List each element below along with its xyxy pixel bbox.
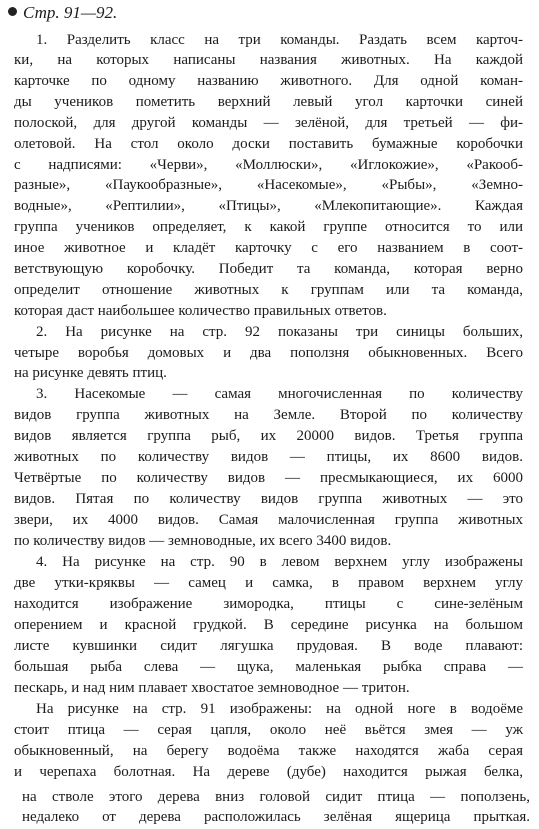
- text-line: две утки-кряквы — самец и самка, в правом верхнем углу: [14, 575, 523, 591]
- text-line: олетовой. На стол около доски поставить бумажные коробочки: [14, 136, 523, 152]
- text-line: листе кувшинки сидит лягушка прудовая. В воде плавают:: [14, 638, 523, 654]
- text-line: полоской, для другой команды — зелёной, для третьей — фи-: [14, 115, 523, 131]
- text-line: 2. На рисунке на стр. 92 показаны три синицы больших,: [36, 324, 523, 340]
- text-line: Четвёртые по количеству видов — пресмыкающиеся, их 6000: [14, 470, 523, 486]
- text-line: видов является группа рыб, их 20000 видов. Третья группа: [14, 428, 523, 444]
- text-line: стоит птица — серая цапля, около неё вьётся змея — уж: [14, 722, 523, 738]
- text-line: видов группа животных на Земле. Второй по количеству: [14, 407, 523, 423]
- text-line: 3. Насекомые — самая многочисленная по количеству: [36, 386, 523, 402]
- text-line: ветствующую коробочку. Победит та команда, которая верно: [14, 261, 523, 277]
- bullet-icon: [8, 7, 17, 16]
- text-line: которая даст наибольшее количество правильных ответов.: [14, 303, 387, 319]
- text-line: ки, на которых написаны названия животных. На каждой: [14, 52, 523, 68]
- text-line: водные», «Рептилии», «Птицы», «Млекопитающие». Каждая: [14, 198, 523, 214]
- text-line: по количеству видов — земноводные, их всего 3400 видов.: [14, 533, 392, 549]
- text-line: недалеко от дерева расположилась зелёная ящерица прыткая.: [22, 809, 530, 825]
- text-line: с надписями: «Черви», «Моллюски», «Иглокожие», «Ракооб-: [14, 157, 523, 173]
- text-line: пескарь, и над ним плавает хвостатое земноводное — тритон.: [14, 680, 410, 696]
- text-line: 1. Разделить класс на три команды. Раздать всем карточ-: [36, 32, 523, 48]
- page-header: [8, 3, 117, 23]
- text-line: четыре воробья домовых и два поползня обыкновенных. Всего: [14, 345, 523, 361]
- text-line: находится изображение зимородка, птицы с сине-зелёным: [14, 596, 523, 612]
- text-line: на стволе этого дерева вниз головой сидит птица — поползень,: [22, 789, 530, 805]
- text-line: иное животное и кладёт карточку с его названием в соот-: [14, 240, 523, 256]
- text-line: звери, их 4000 видов. Самая малочисленная группа животных: [14, 512, 523, 528]
- text-line: группа учеников определяет, к какой группе относится то или: [14, 219, 523, 235]
- text-line: карточке по одному названию животного. Для одной коман-: [14, 73, 523, 89]
- text-line: На рисунке на стр. 91 изображены: на одной ноге в водоёме: [36, 701, 523, 717]
- page-reference: Стр. 91—92.: [23, 3, 118, 22]
- text-line: большая рыба слева — щука, маленькая рыбка справа —: [14, 659, 523, 675]
- text-line: видов. Пятая по количеству видов группа животных — это: [14, 491, 523, 507]
- text-line: животных по количеству видов — птицы, их 8600 видов.: [14, 449, 523, 465]
- text-line: 4. На рисунке на стр. 90 в левом верхнем углу изображены: [36, 554, 523, 570]
- text-line: разные», «Паукообразные», «Насекомые», «Рыбы», «Земно-: [14, 177, 523, 193]
- text-line: определит отношение животных к группам или та команда,: [14, 282, 523, 298]
- text-line: и черепаха болотная. На дереве (дубе) находится рыжая белка,: [14, 764, 523, 780]
- text-line: ды учеников пометить верхний левый угол карточки синей: [14, 94, 523, 110]
- text-line: на рисунке девять птиц.: [14, 365, 167, 381]
- text-line: оперением и красной грудкой. В середине рисунка на большом: [14, 617, 523, 633]
- text-line: обыкновенный, на берегу водоёма также находятся жаба серая: [14, 743, 523, 759]
